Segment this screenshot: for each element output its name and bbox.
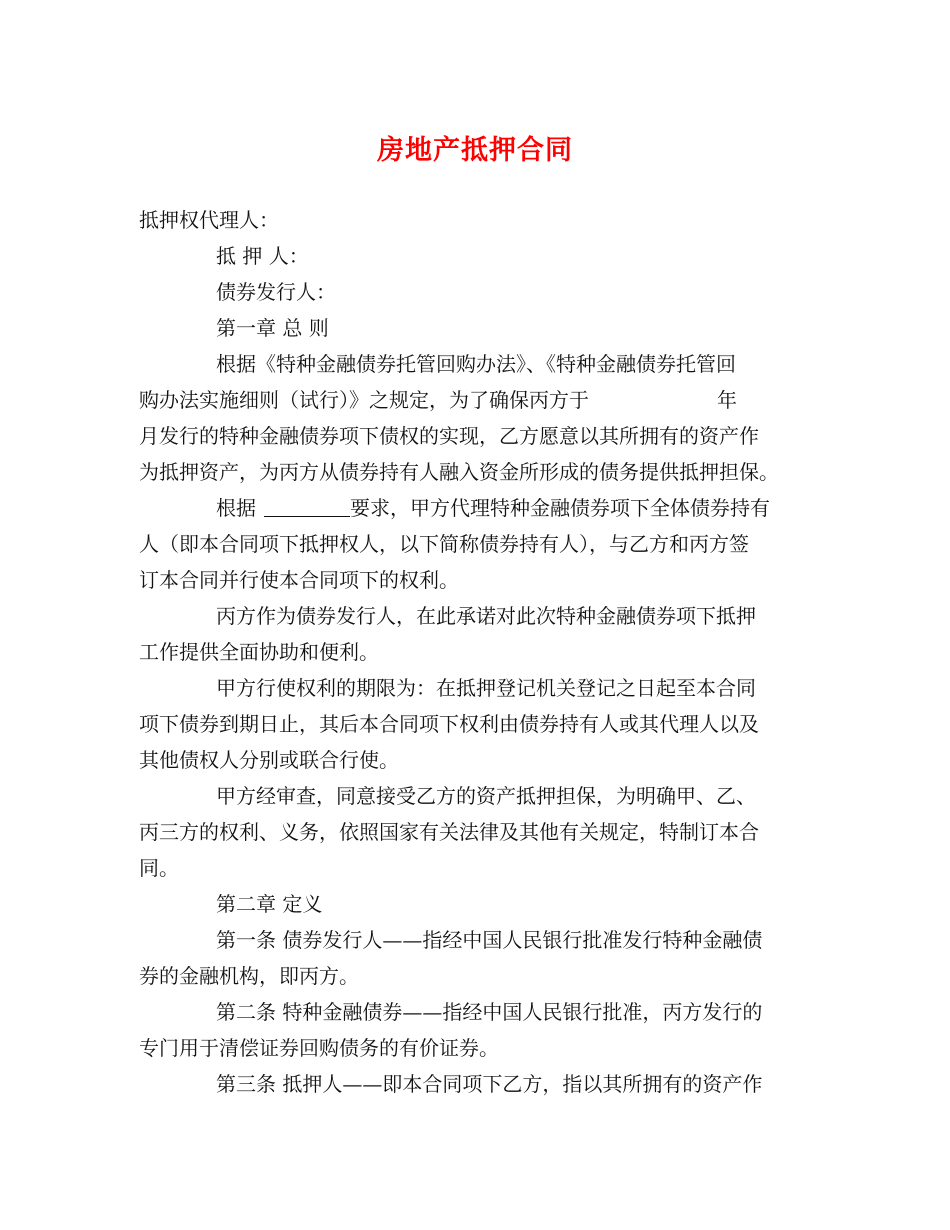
- document-body: [139, 202, 819, 1102]
- text-segment: 根据: [216, 496, 256, 520]
- underline-blank: [264, 496, 350, 517]
- text-line: [139, 490, 819, 526]
- text-segment: 年: [717, 388, 737, 412]
- text-segment: 购办法实施细则（试行）》之规定，为了确保丙方于: [139, 388, 589, 412]
- chapter-heading: 第二章 定义: [216, 892, 323, 916]
- text-line: 券的金融机构，即丙方。: [139, 964, 359, 988]
- text-line: 甲方行使权利的期限为：在抵押登记机关登记之日起至本合同: [216, 676, 756, 700]
- article-line: 第一条 债券发行人——指经中国人民银行批准发行特种金融债: [216, 928, 763, 952]
- text-line: 抵 押 人：: [216, 244, 309, 268]
- text-segment: 要求，甲方代理特种金融债券项下全体债券持有: [350, 496, 770, 520]
- text-line: 专门用于清偿证券回购债务的有价证券。: [139, 1036, 499, 1060]
- text-line: 工作提供全面协助和便利。: [139, 640, 379, 664]
- text-line: 丙方作为债券发行人，在此承诺对此次特种金融债券项下抵押: [216, 604, 756, 628]
- text-line: 为抵押资产，为丙方从债券持有人融入资金所形成的债务提供抵押担保。: [139, 460, 779, 484]
- text-line: 项下债券到期日止，其后本合同项下权利由债券持有人或其代理人以及: [139, 712, 759, 736]
- text-line: 订本合同并行使本合同项下的权利。: [139, 568, 459, 592]
- text-line: 抵押权代理人：: [139, 208, 279, 232]
- text-line: 根据《特种金融债券托管回购办法》、《特种金融债券托管回: [216, 352, 736, 376]
- text-line: 同。: [139, 856, 179, 880]
- text-line: 债券发行人：: [216, 280, 336, 304]
- text-line: 其他债权人分别或联合行使。: [139, 748, 399, 772]
- text-line: 人（即本合同项下抵押权人，以下简称债券持有人），与乙方和丙方签: [139, 532, 749, 556]
- article-line: 第三条 抵押人——即本合同项下乙方，指以其所拥有的资产作: [216, 1072, 763, 1096]
- text-line: 丙三方的权利、义务，依照国家有关法律及其他有关规定，特制订本合: [139, 820, 759, 844]
- text-line: 月发行的特种金融债券项下债权的实现，乙方愿意以其所拥有的资产作: [139, 424, 759, 448]
- article-line: 第二条 特种金融债券——指经中国人民银行批准，丙方发行的: [216, 1000, 763, 1024]
- text-line: 甲方经审查，同意接受乙方的资产抵押担保，为明确甲、乙、: [216, 784, 756, 808]
- document-title: 房地产抵押合同: [377, 135, 573, 166]
- chapter-heading: 第一章 总 则: [216, 316, 329, 340]
- text-line: [139, 382, 819, 418]
